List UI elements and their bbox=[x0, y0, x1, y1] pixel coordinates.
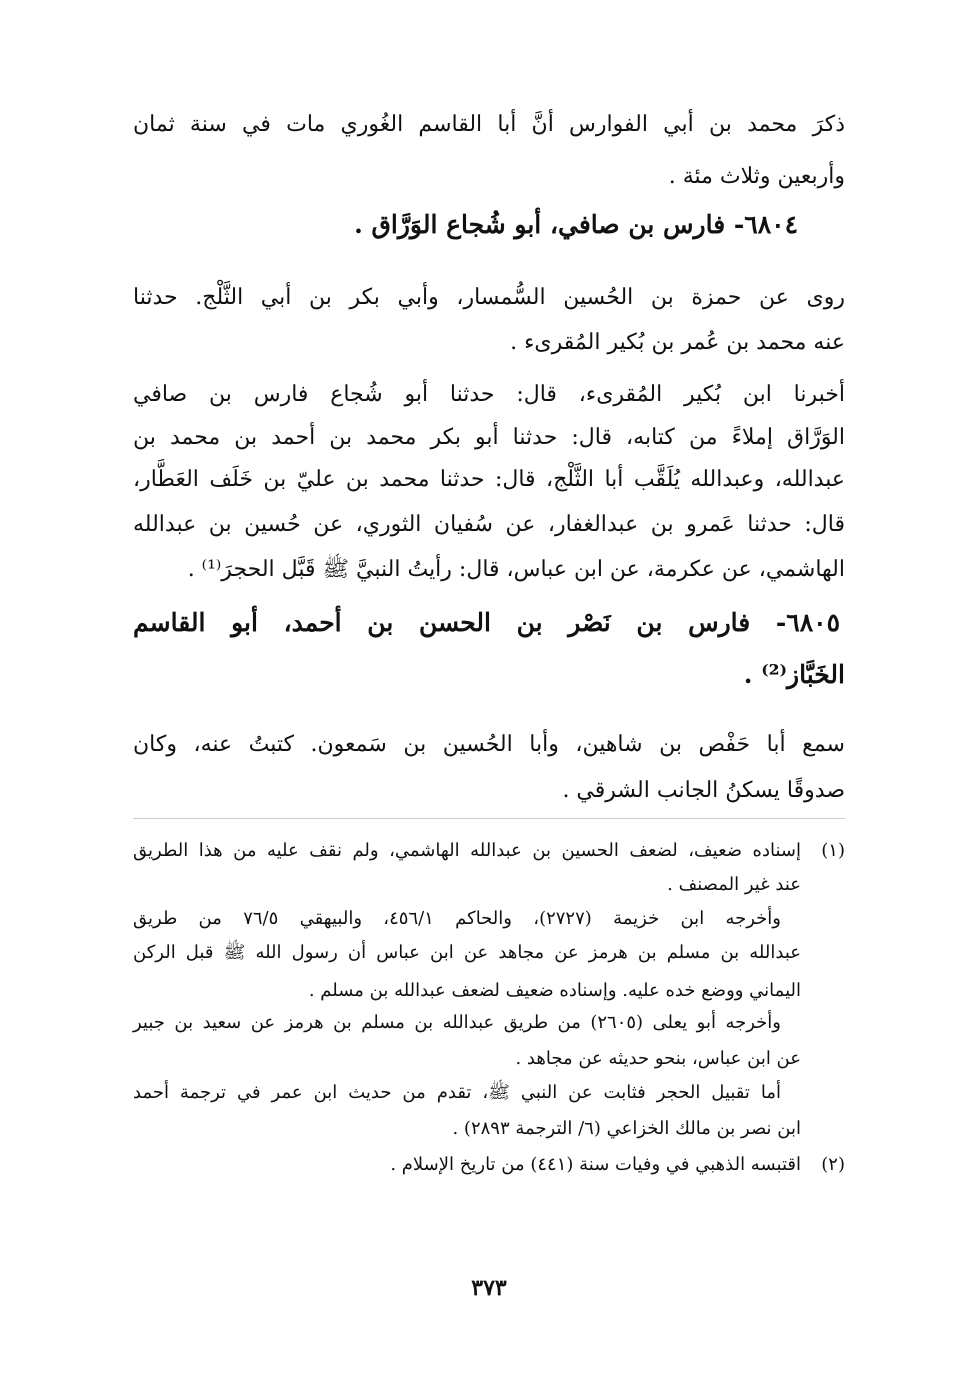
paragraph-line: عنه محمد بن عُمر بن بُكير المُقرىء . bbox=[510, 330, 845, 355]
entry-heading: ٦٨٠٥- فارس بن نَصْر بن الحسن بن أحمد، أبو القاسم bbox=[133, 608, 840, 637]
paragraph-line: أخبرنا ابن بُكير المُقرىء، قال: حدثنا أبو شُجاع فارس بن صافي bbox=[133, 382, 845, 407]
entry-heading: ٦٨٠٤- فارس بن صافي، أبو شُجاع الوَرَّاق . bbox=[354, 210, 798, 239]
paragraph-line: قال: حدثنا عَمرو بن عبدالغفار، عن سُفيان الثوري، عن حُسين بن عبدالله bbox=[133, 512, 845, 537]
footnote-text: ابن نصر بن مالك الخزاعي (٦/ الترجمة ٢٨٩٣) . bbox=[452, 1118, 801, 1139]
footnote-text: عند غير المصنف . bbox=[667, 874, 801, 895]
page-number: ٣٧٣ bbox=[471, 1275, 507, 1301]
footnote-text: عن ابن عباس، بنحو حديثه عن مجاهد . bbox=[515, 1048, 801, 1069]
footnote-text: أما تقبيل الحجر فثابت عن النبي ﷺ، تقدم من حديث ابن عمر في ترجمة أحمد bbox=[133, 1082, 781, 1103]
paragraph-line: وأربعين وثلاث مئة . bbox=[668, 164, 845, 189]
footnote-text: اليماني ووضع خده عليه. وإسناده ضعيف لضعف عبدالله بن مسلم . bbox=[308, 980, 801, 1001]
footnote-divider bbox=[133, 818, 845, 819]
paragraph-line: صدوقًا يسكنُ الجانب الشرقي . bbox=[562, 778, 845, 803]
footnote-text: إسناده ضعيف، لضعف الحسين بن عبدالله الهاشمي، ولم نقف عليه من هذا الطريق bbox=[133, 840, 801, 861]
entry-heading: الخَبَّاز⁽²⁾ . bbox=[743, 660, 845, 689]
paragraph-line: روى عن حمزة بن الحُسين السُّمسار، وأبي بكر بن أبي الثَّلْج. حدثنا bbox=[133, 285, 845, 310]
paragraph-line: عبدالله، وعبدالله يُلَقَّب أبا الثَّلْج، قال: حدثنا محمد بن عليّ بن خَلَف العَطَّار، bbox=[133, 467, 845, 492]
footnote-number: (١) bbox=[821, 840, 845, 861]
footnote-text: وأخرجه ابن خزيمة (٢٧٢٧)، والحاكم ٤٥٦/١، والبيهقي ٧٦/٥ من طريق bbox=[133, 908, 782, 929]
footnote-text: عبدالله بن مسلم بن هرمز عن مجاهد عن ابن عباس أن رسول الله ﷺ قبل الركن bbox=[133, 942, 801, 963]
paragraph-line: الوَرَّاق إملاءً من كتابه، قال: حدثنا أبو بكر محمد بن أحمد بن محمد بن bbox=[133, 425, 845, 450]
footnote-text: اقتبسه الذهبي في وفيات سنة (٤٤١) من تاريخ الإسلام . bbox=[390, 1154, 801, 1175]
paragraph-line: سمع أبا حَفْص بن شاهين، وأبا الحُسين بن سَمعون. كتبتُ عنه، وكان bbox=[133, 732, 845, 757]
footnote-number: (٢) bbox=[821, 1154, 845, 1175]
footnote-text: وأخرجه أبو يعلى (٢٦٠٥) من طريق عبدالله بن مسلم بن هرمز عن سعيد بن جبير bbox=[133, 1012, 781, 1033]
paragraph-line: ذكرَ محمد بن أبي الفوارس أنَّ أبا القاسم الغُوري مات في سنة ثمان bbox=[133, 112, 845, 137]
paragraph-line: الهاشمي، عن عكرمة، عن ابن عباس، قال: رأيتُ النبيَّ ﷺ قَبَّل الحجرَ⁽¹⁾ . bbox=[187, 557, 845, 582]
